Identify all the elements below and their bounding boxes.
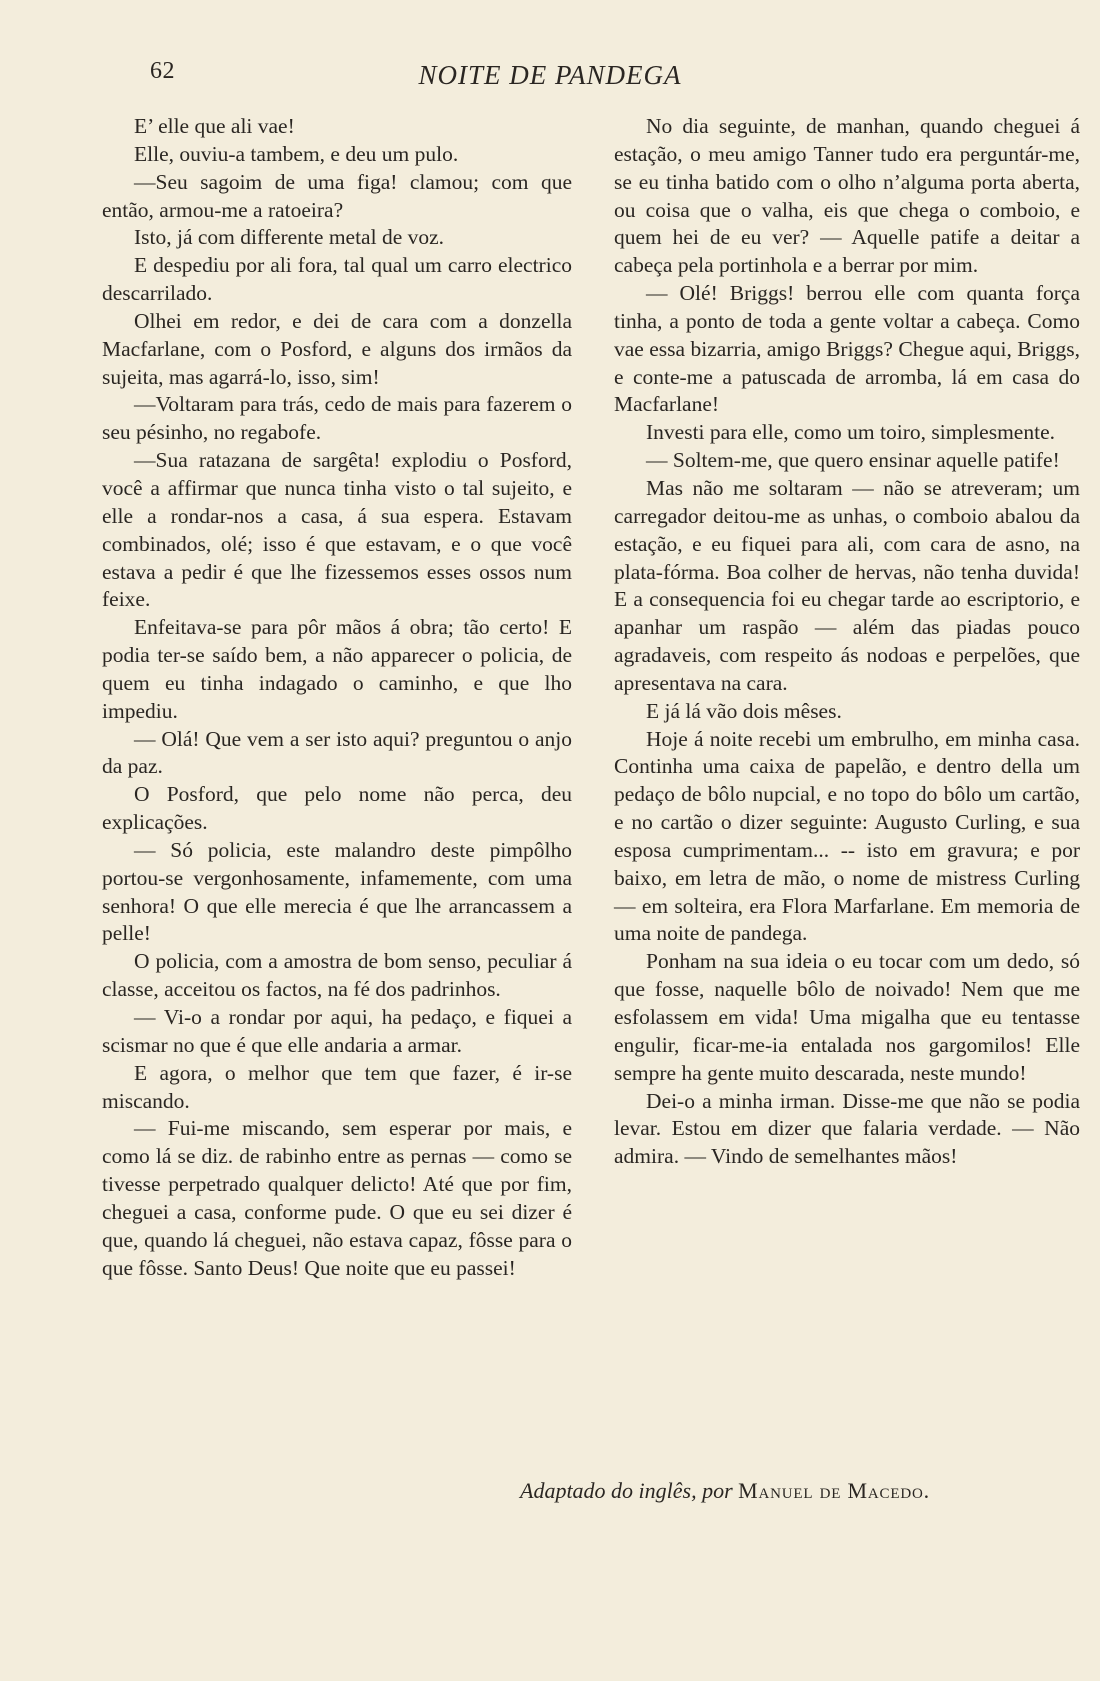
paragraph: — Olá! Que vem a ser isto aqui? preguntou o anjo da paz. xyxy=(102,726,572,779)
paragraph: — Fui-me miscando, sem esperar por mais, e como lá se diz. de rabinho entre as pernas — como se tivesse perpetrado qualquer delicto! Até que por fim, cheguei a casa, conforme pude. O que eu sei dizer é que, quando lá cheguei, não estava capaz, fôsse para o que fôsse. Santo Deus! Que noite que eu passei! xyxy=(102,1116,572,1280)
paragraph: No dia seguinte, de manhan, quando cheguei á estação, o meu amigo Tanner tudo era perguntár-me, se eu tinha batido com o olho n’alguma porta aberta, ou coisa que o valha, eis que chega o comboio, e quem hei de eu ver? — Aquelle patife a deitar a cabeça pela portinhola e a berrar por mim. xyxy=(614,114,1080,278)
adaptation-note: Adaptado do inglês, por xyxy=(520,1478,733,1503)
paragraph: Hoje á noite recebi um embrulho, em minha casa. Continha uma caixa de papelão, e dentro della um pedaço de bôlo nupcial, e no topo do bôlo um cartão, e no cartão o dizer seguinte: Augusto Curling, e sua esposa cumprimentam... -- isto em gravura; e por baixo, em letra de mão, o nome de mistress Curling — em solteira, era Flora Marfarlane. Em memoria de uma noite de pandega. xyxy=(614,726,1080,946)
paragraph: — Soltem-me, que quero ensinar aquelle patife! xyxy=(646,448,1060,473)
paragraph: — Olé! Briggs! berrou elle com quanta força tinha, a ponto de toda a gente voltar a cabeça. Como vae essa bizarria, amigo Briggs? Chegue aqui, Briggs, e conte-me a patuscada de arromba, lá em casa do Macfarlane! xyxy=(614,281,1080,417)
paragraph: E agora, o melhor que tem que fazer, é ir-se miscando. xyxy=(102,1060,572,1113)
paragraph: E já lá vão dois mêses. xyxy=(646,698,842,723)
right-column xyxy=(614,113,1080,1171)
paragraph: O policia, com a amostra de bom senso, peculiar á classe, acceitou os factos, na fé dos padrinhos. xyxy=(102,949,572,1002)
paragraph: Olhei em redor, e dei de cara com a donzella Macfarlane, com o Posford, e alguns dos irmãos da sujeita, mas agarrá-lo, isso, sim! xyxy=(102,308,572,389)
author-name: Manuel de Macedo. xyxy=(738,1478,930,1503)
paragraph: Investi para elle, como um toiro, simplesmente. xyxy=(646,420,1055,445)
paragraph: Isto, já com differente metal de voz. xyxy=(134,225,445,250)
paragraph: Ponham na sua ideia o eu tocar com um dedo, só que fosse, naquelle bôlo de noivado! Nem que me esfolassem em vida! Uma migalha que eu tentasse engulir, ficar-me-ia entalada nos gargomilos! Elle sempre ha gente muito descarada, neste mundo! xyxy=(614,949,1080,1085)
paragraph: O Posford, que pelo nome não perca, deu explicações. xyxy=(102,782,572,835)
paragraph: —Voltaram para trás, cedo de mais para fazerem o seu pésinho, no regabofe. xyxy=(102,392,572,445)
paragraph: E despediu por ali fora, tal qual um carro electrico descarrilado. xyxy=(102,253,572,306)
paragraph: Elle, ouviu-a tambem, e deu um pulo. xyxy=(134,141,459,166)
paragraph: Dei-o a minha irman. Disse-me que não se podia levar. Estou em dizer que falaria verdade. — Não admira. — Vindo de semelhantes mãos! xyxy=(614,1088,1080,1169)
paragraph: Mas não me soltaram — não se atreveram; um carregador deitou-me as unhas, o comboio abalou da estação, e eu fiquei para ali, com cara de asno, na plata-fórma. Boa colher de hervas, não tenha duvida! E a consequencia foi eu chegar tarde ao escriptorio, e apanhar um raspão — além das piadas pouco agradaveis, com respeito ás nodoas e perpelões, que apresentava na cara. xyxy=(614,475,1080,695)
paragraph: —Seu sagoim de uma figa! clamou; com que então, armou-me a ratoeira? xyxy=(102,169,572,222)
running-title: NOITE DE PANDEGA xyxy=(418,60,682,90)
paragraph: — Só policia, este malandro deste pimpôlho portou-se vergonhosamente, infamemente, com uma senhora! O que elle merecia é que lhe arrancassem a pelle! xyxy=(102,837,572,946)
paragraph: —Sua ratazana de sargêta! explodiu o Posford, você a affirmar que nunca tinha visto o tal sujeito, e elle a rondar-nos a casa, á sua espera. Estavam combinados, olé; isso é que estavam, e o que você estava a pedir é que lhe fizessemos esses ossos num feixe. xyxy=(102,448,572,612)
paragraph: Enfeitava-se para pôr mãos á obra; tão certo! E podia ter-se saído bem, a não apparecer o policia, de quem eu tinha indagado o caminho, e que lho impediu. xyxy=(102,615,572,723)
paragraph: E’ elle que ali vae! xyxy=(134,114,295,138)
paragraph: — Vi-o a rondar por aqui, ha pedaço, e fiquei a scismar no que é que elle andaria a armar. xyxy=(102,1005,572,1057)
left-column xyxy=(102,113,572,1282)
page-number: 62 xyxy=(150,58,175,84)
author-signature xyxy=(520,1478,930,1504)
